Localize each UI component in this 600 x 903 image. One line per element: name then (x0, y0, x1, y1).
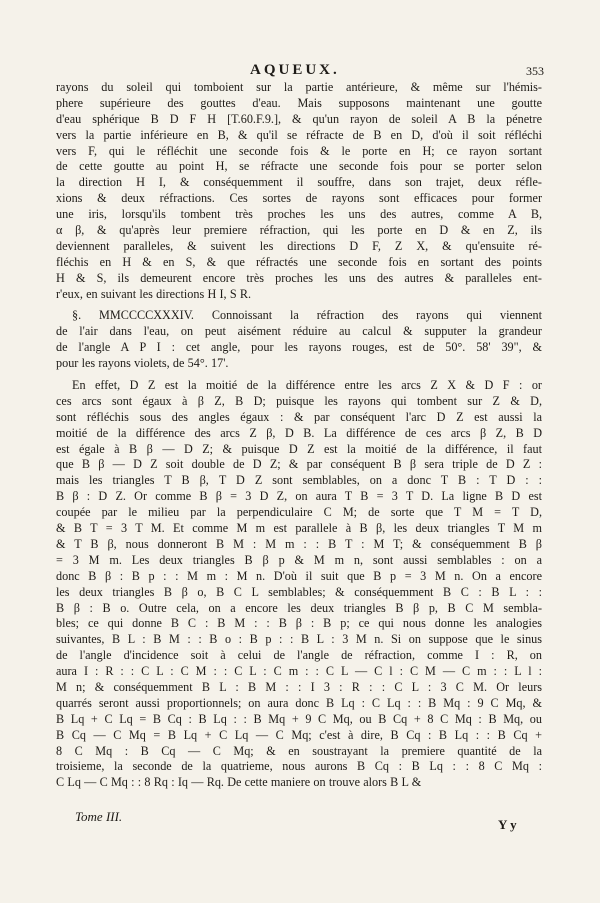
text-line: xions & deux réfractions. Ces sortes de rayons sont efficaces pour former (56, 191, 542, 206)
text-line: de l'air dans l'eau, on peut aisément réduire au calcul & supputer la grandeur (56, 324, 542, 339)
text-line: de l'angle A P I : cet angle, pour les rayons rouges, est de 50°. 58' 39", & (56, 340, 542, 355)
text-line: fléchis en H & en S, & que réfractés une seconde fois en sortant des points (56, 254, 542, 269)
text-line: phere supérieure des gouttes d'eau. Mais supposons maintenant une goutte (56, 95, 542, 110)
text-line: mais les triangles T B β, T D Z sont semblables, on a donc T B : T D : : (56, 473, 542, 488)
volume-label: Tome III. (75, 809, 123, 824)
text-line: troisieme, la seconde de la quatrieme, nous aurons B Cq : B Lq : : 8 C Mq : (56, 759, 542, 774)
text-line: la direction H I, & conséquemment il souffre, dans son trajet, deux réfle- (56, 175, 542, 190)
signature-mark: Y y (498, 817, 517, 832)
paragraph (56, 378, 542, 791)
text-line: 8 C Mq : B Cq — C Mq; & en soustrayant la premiere quantité de la (56, 743, 542, 758)
text-line: les deux triangles B β o, B C L semblables; & conséquemment B C : B L : : (56, 584, 542, 599)
page-number: 353 (526, 64, 544, 78)
text-line: moitié de la différence des arcs Z β, D B. La différence de ces arcs β Z, B D (56, 425, 542, 440)
text-line: coupée par le milieu par la perpendiculaire C M; de sorte que T M = T D, (56, 505, 542, 520)
text-line: donc B β : B p : : M m : M n. D'où il suit que B p = 3 M n. On a encore (56, 568, 542, 583)
text-line: En effet, D Z est la moitié de la différence entre les arcs Z X & D F : or (72, 378, 542, 393)
text-line: ces arcs sont égaux à β Z, B D; puisque les rayons qui tombent sur Z & D, (56, 393, 542, 408)
text-line: bles; ce qui donne B C : B M : : B β : B p; ce qui nous donne les analogies (56, 616, 542, 631)
text-line: M n; & conséquemment B L : B M : : I 3 : R : : C L : 3 C M. Or leurs (56, 679, 542, 694)
page-footer (0, 809, 600, 839)
text-line: une iris, lorsqu'ils tombent très proches les uns des autres, comme A B, (56, 207, 542, 222)
paragraph (56, 80, 542, 302)
text-line: B β : B o. Outre cela, on a encore les deux triangles B β p, B C M sembla- (56, 600, 542, 615)
text-line: & B T = 3 T M. Et comme M m est parallele à B β, les deux triangles T M m (56, 521, 542, 536)
text-line: r'eux, en suivant les directions H I, S R. (56, 286, 252, 301)
running-title: AQUEUX. (250, 62, 340, 78)
text-line: vers F, qui le réfléchit une seconde fois & le porte en H; ce rayon sortant (56, 143, 542, 158)
text-line: rayons du soleil qui tomboient sur la partie antérieure, & même sur l'hémis- (56, 80, 542, 94)
text-line: est égale à B β — D Z; & puisque D Z est la moitié de la différence, il faut (56, 441, 542, 456)
text-line: α β, & qu'après leur premiere réfraction, qui les porte en D & en Z, ils (56, 223, 542, 238)
running-head (0, 62, 600, 82)
text-line: deviennent paralleles, & suivent les directions D F, Z X, & qu'ensuite ré- (56, 238, 542, 253)
text-line: & T B β, nous donneront B M : M m : : B T : M T; & conséquemment B β (56, 536, 542, 551)
text-line: pour les rayons violets, de 54°. 17'. (56, 356, 229, 371)
text-line: d'eau sphérique B D F H [T.60.F.9.], & qu'un rayon de soleil A B la pénetre (56, 111, 542, 126)
text-line: que B β — D Z soit double de D Z; & par conséquent B β sera triple de D Z : (56, 457, 542, 472)
text-line: de l'angle d'incidence soit à celui de l'angle de réfraction, comme I : R, on (56, 648, 542, 663)
text-line: B Lq + C Lq = B Cq : B Lq : : B Mq + 9 C Mq, ou B Cq + 8 C Mq : B Mq, ou (56, 711, 542, 726)
text-line: quarrés seront aussi proportionnels; on aura donc B Lq : C Lq : : B Mq : 9 C Mq, & (56, 695, 542, 710)
text-line: B Cq — C Mq = B Lq + C Lq — C Mq; c'est à dire, B Cq : B Lq : : B Cq + (56, 727, 542, 742)
text-line: C Lq — C Mq : : 8 Rq : Iq — Rq. De cette maniere on trouve alors B L & (56, 775, 422, 790)
text-line: B β : D Z. Or comme B β = 3 D Z, on aura T B = 3 T D. La ligne B D est (56, 489, 542, 504)
text-line: vers la partie inférieure en B, & qu'il se réfracte de B en D, d'où il soit réfléchi (56, 127, 542, 142)
text-line: de cette goutte au point H, se réfracte une seconde fois pour se porter selon (56, 159, 542, 174)
body-text (56, 80, 542, 791)
text-line: = 3 M m. Les deux triangles B β p & M m n, sont aussi semblables : on a (56, 552, 542, 567)
text-line: suivantes, B L : B M : : B o : B p : : B L : 3 M n. Si on suppose que le sinus (56, 632, 542, 647)
text-line: aura I : R : : C L : C M : : C L : C m : : C L — C l : C M — C m : : L l : (56, 664, 542, 679)
text-line: H & S, ils demeurent encore très proches les uns des autres & paralleles ent- (56, 270, 542, 285)
text-line: sont réfléchis sous des angles égaux : & par conséquent l'arc D Z est aussi la (56, 409, 542, 424)
text-line: §. MMCCCCXXXIV. Connoissant la réfraction des rayons qui viennent (72, 308, 542, 323)
paragraph (56, 308, 542, 372)
